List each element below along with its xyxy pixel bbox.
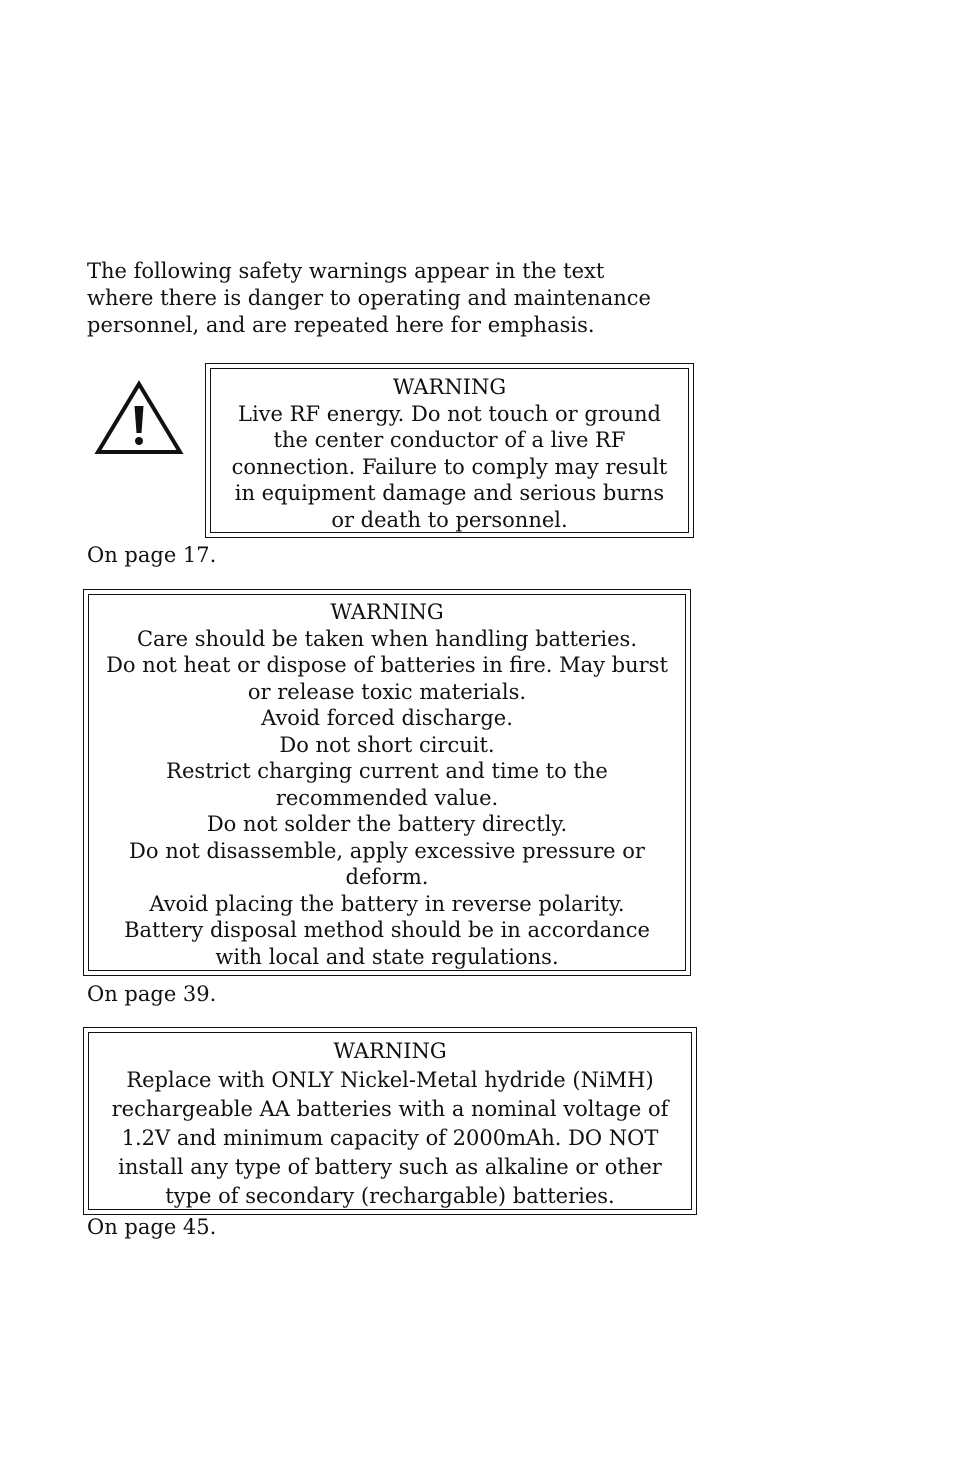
page-reference: On page 45. — [87, 1215, 217, 1239]
intro-line: The following safety warnings appear in the text — [87, 259, 605, 283]
warning-text-line: recommended value. — [275, 785, 499, 810]
warning-box-inner — [210, 368, 689, 533]
warning-text-line: Do not short circuit. — [279, 732, 495, 757]
warning-text-line: install any type of battery such as alkaline or other — [118, 1155, 662, 1179]
page-reference: On page 17. — [87, 543, 217, 567]
warning-text-line: Replace with ONLY Nickel-Metal hydride (NiMH) — [126, 1068, 654, 1092]
intro-line: personnel, and are repeated here for emphasis. — [87, 313, 595, 337]
warning-text-line: or release toxic materials. — [247, 679, 527, 704]
warning-text-line: Restrict charging current and time to the — [166, 759, 608, 783]
page-reference: On page 39. — [87, 982, 217, 1006]
warning-text-line: 1.2V and minimum capacity of 2000mAh. DO NOT — [121, 1126, 659, 1150]
warning-text-line: deform. — [345, 865, 429, 889]
warning-heading: WARNING — [333, 1039, 447, 1063]
warning-text-line: connection. Failure to comply may result — [231, 454, 668, 479]
warning-box-inner — [88, 594, 686, 971]
warning-text-line: or death to personnel. — [331, 507, 568, 532]
warning-box-inner — [88, 1032, 692, 1210]
warning-box-battery-handling — [83, 589, 691, 976]
warning-text-line: the center conductor of a live RF — [273, 428, 626, 452]
warning-text-line: Avoid forced discharge. — [261, 706, 513, 730]
warning-text-line: Battery disposal method should be in accordance — [124, 918, 650, 942]
caution-triangle-icon — [94, 380, 184, 456]
warning-text-line: Do not solder the battery directly. — [206, 812, 568, 836]
warning-text-line: with local and state regulations. — [215, 944, 559, 969]
warning-heading: WARNING — [330, 600, 444, 624]
intro-paragraph — [87, 258, 687, 339]
warning-text-line: Care should be taken when handling batteries. — [136, 626, 637, 651]
warning-text-line: Live RF energy. Do not touch or ground — [238, 401, 661, 426]
warning-box-rf-energy — [205, 363, 694, 538]
warning-text-line: Do not disassemble, apply excessive pressure or — [129, 838, 645, 863]
intro-line: where there is danger to operating and maintenance — [87, 286, 651, 310]
warning-text-line: type of secondary (rechargable) batteries. — [165, 1184, 615, 1208]
warning-text-line: rechargeable AA batteries with a nominal voltage of — [111, 1097, 669, 1121]
warning-text-line: in equipment damage and serious burns — [234, 481, 665, 505]
warning-heading: WARNING — [392, 375, 507, 399]
warning-text-line: Avoid placing the battery in reverse polarity. — [149, 891, 625, 916]
warning-box-battery-replacement — [83, 1027, 697, 1215]
warning-text-line: Do not heat or dispose of batteries in fire. May burst — [106, 653, 668, 677]
